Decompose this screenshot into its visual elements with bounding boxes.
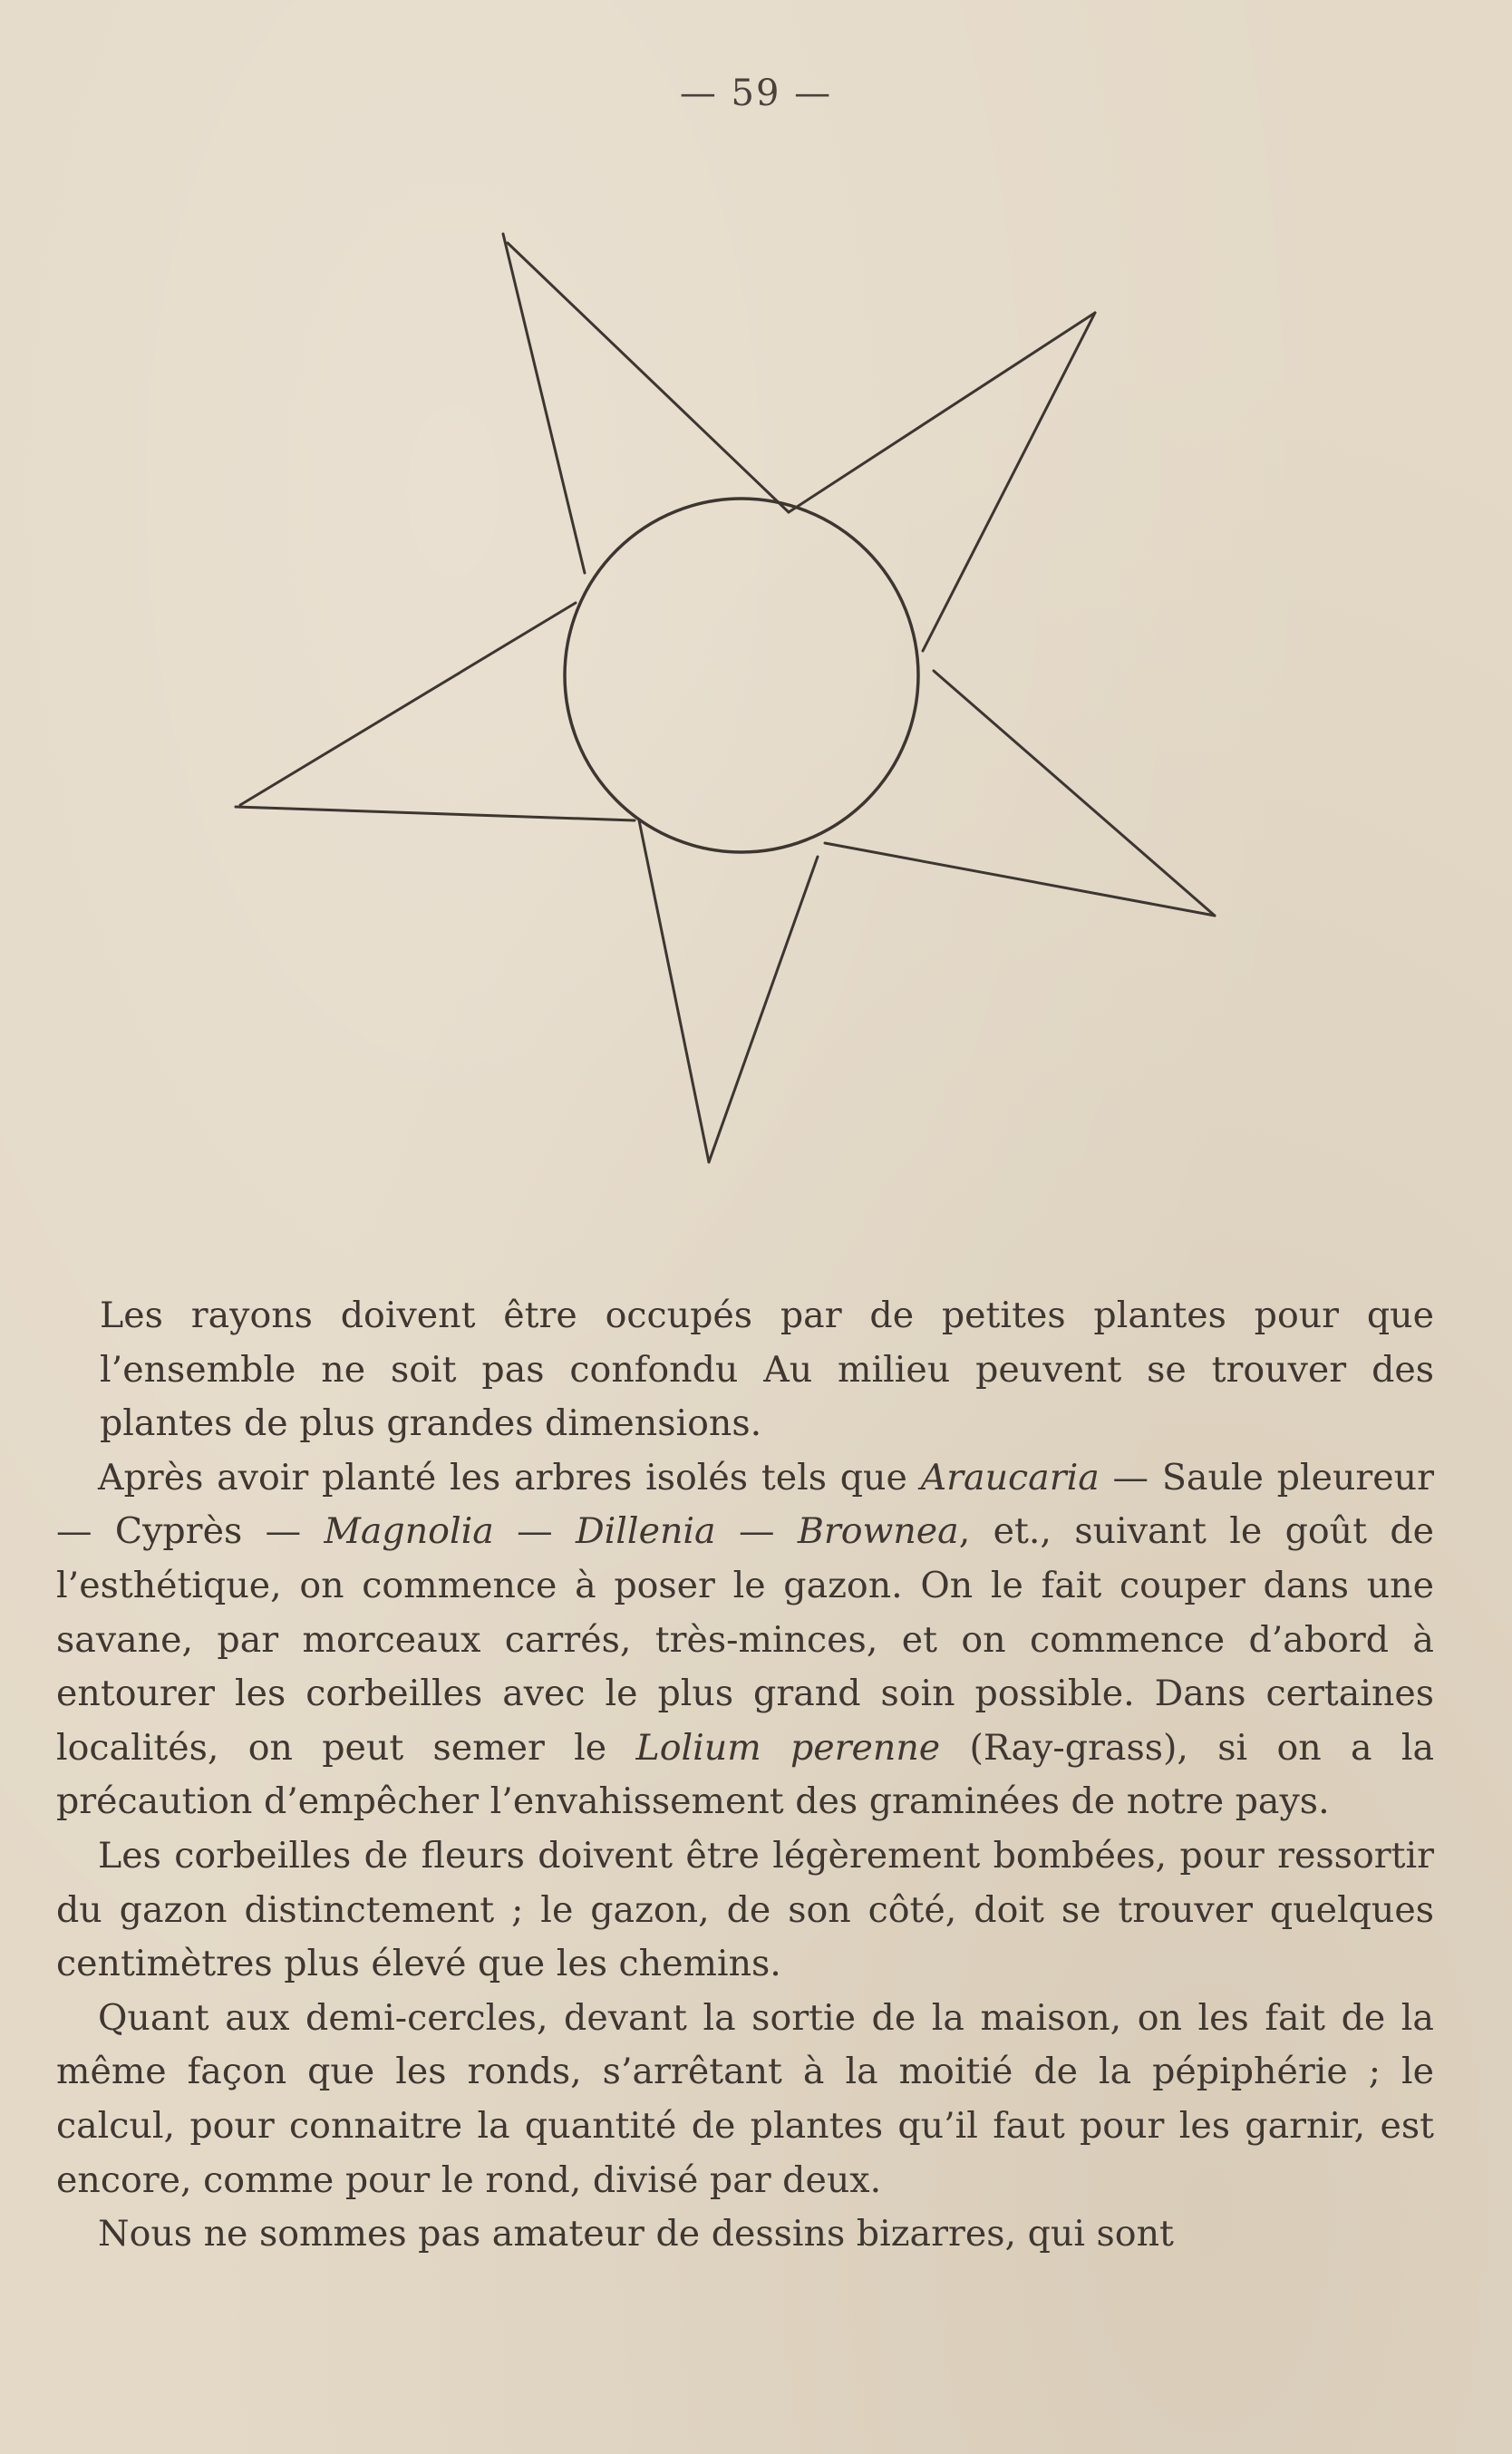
body-text xyxy=(56,1289,1434,2262)
paragraph-2-text-4: — xyxy=(715,1510,798,1553)
star-ray-right-a xyxy=(934,671,1215,916)
species-dillenia: Dillenia xyxy=(576,1510,716,1553)
star-ray-left-b xyxy=(240,603,576,805)
species-brownea: Brownea xyxy=(797,1510,959,1553)
star-ray-bottom-a xyxy=(709,857,818,1162)
star-ray-right-b xyxy=(825,843,1215,916)
page-number: — 59 — xyxy=(679,73,833,114)
paragraph-2-text-3: — xyxy=(493,1510,576,1553)
paragraph-2-text-6: (Ray-grass), si on a la précaution d’empêcher l’envahissement des graminées de notre pays. xyxy=(56,1726,1435,1823)
star-ray-top-left-a xyxy=(503,234,585,573)
star-ray-left-a xyxy=(236,807,635,820)
star-ray-top-right-a xyxy=(789,313,1095,512)
species-araucaria: Araucaria xyxy=(920,1456,1100,1499)
paragraph-2-text-2: — Saule pleureur — Cyprès — xyxy=(56,1456,1434,1553)
paragraph-2-text-5: , et., suivant le goût de l’esthétique, on commence à poser le gazon. On le fait couper dans une savane, par morceaux carrés, très-minces, et on commence d’abord à entourer les corbeilles avec le plus grand soin possible. Dans certaines localités, on peut semer le xyxy=(56,1510,1434,1769)
species-magnolia: Magnolia xyxy=(324,1510,494,1553)
paragraph-4: Quant aux demi-cercles, devant la sortie de la maison, on les fait de la même façon que les ronds, s’arrêtant à la moitié de la pépiphérie ; le calcul, pour connaitre la quantité de plantes qu’il faut pour les garnir, est encore, comme pour le rond, divisé par deux. xyxy=(56,1996,1434,2201)
paragraph-2-text-1: Après avoir planté les arbres isolés tels que xyxy=(98,1456,921,1499)
star-ray-top-right-b xyxy=(923,313,1095,651)
paragraph-5: Nous ne sommes pas amateur de dessins bizarres, qui sont xyxy=(98,2213,1174,2255)
paragraph-1: Les rayons doivent être occupés par de petites plantes pour que l’ensemble ne soit pas confondu Au milieu peuvent se trouver des plantes de plus grandes dimensions. xyxy=(100,1295,1434,1445)
star-ray-top-left-b xyxy=(508,243,789,512)
star-ray-bottom-b xyxy=(639,820,709,1162)
paragraph-3: Les corbeilles de fleurs doivent être légèrement bombées, pour ressortir du gazon distinctement ; le gazon, de son côté, doit se trouver quelques centimètres plus élevé que les chemins. xyxy=(56,1834,1434,1985)
species-lolium: Lolium perenne xyxy=(635,1726,941,1769)
paragraph-2 xyxy=(56,1451,1434,1829)
star-center-circle xyxy=(565,499,918,852)
